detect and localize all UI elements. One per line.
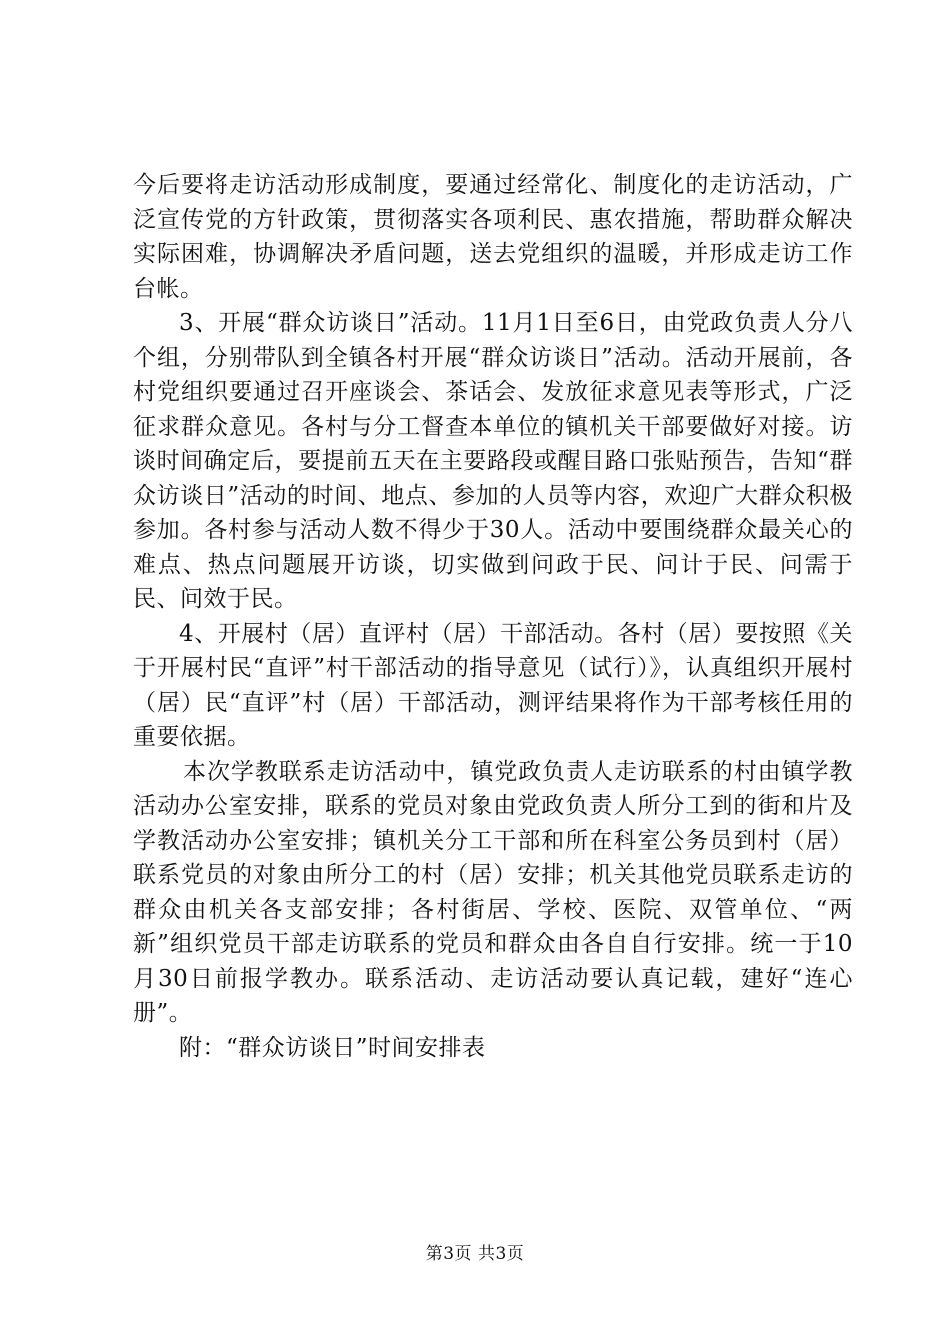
paragraph-item-3: 3、开展“群众访谈日”活动。11月1日至6日，由党政负责人分八个组，分别带队到全镇各村开展“群众访谈日”活动。活动开展前，各村党组织要通过召开座谈会、茶话会、发放征求意见表等形式，广泛征求群众意见。各村与分工督查本单位的镇机关干部要做好对接。访谈时间确定后，要提前五天在主要路段或醒目路口张贴预告，告知“群众访谈日”活动的时间、地点、参加的人员等内容，欢迎广大群众积极参加。各村参与活动人数不得少于30人。活动中要围绕群众最关心的难点、热点问题展开访谈，切实做到问政于民、问计于民、问需于民、问效于民。 xyxy=(133,310,853,612)
paragraph-arrangement: 本次学教联系走访活动中，镇党政负责人走访联系的村由镇学教活动办公室安排，联系的党员对象由党政负责人所分工到的街和片及学教活动办公室安排；镇机关分工干部和所在科室公务员到村（居）联系党员的对象由所分工的村（居）安排；机关其他党员联系走访的群众由机关各支部安排；各村街居、学校、医院、双管单位、“两新”组织党员干部走访联系的党员和群众由各自自行安排。统一于10月30日前报学教办。联系活动、走访活动要认真记载，建好“连心册”。 xyxy=(133,758,853,1026)
paragraph-attachment: 附：“群众访谈日”时间安排表 xyxy=(179,1034,486,1061)
document-body xyxy=(133,168,853,1065)
paragraph-continuation: 今后要将走访活动形成制度，要通过经常化、制度化的走访活动，广泛宣传党的方针政策，贯彻落实各项利民、惠农措施，帮助群众解决实际困难，协调解决矛盾问题，送去党组织的温暖，并形成走访工作台帐。 xyxy=(133,172,853,302)
page-footer: 第3页 共3页 xyxy=(425,1244,525,1264)
paragraph-item-4: 4、开展村（居）直评村（居）干部活动。各村（居）要按照《关于开展村民“直评”村干部活动的指导意见（试行）》，认真组织开展村（居）民“直评”村（居）干部活动，测评结果将作为干部考核任用的重要依据。 xyxy=(133,620,853,750)
